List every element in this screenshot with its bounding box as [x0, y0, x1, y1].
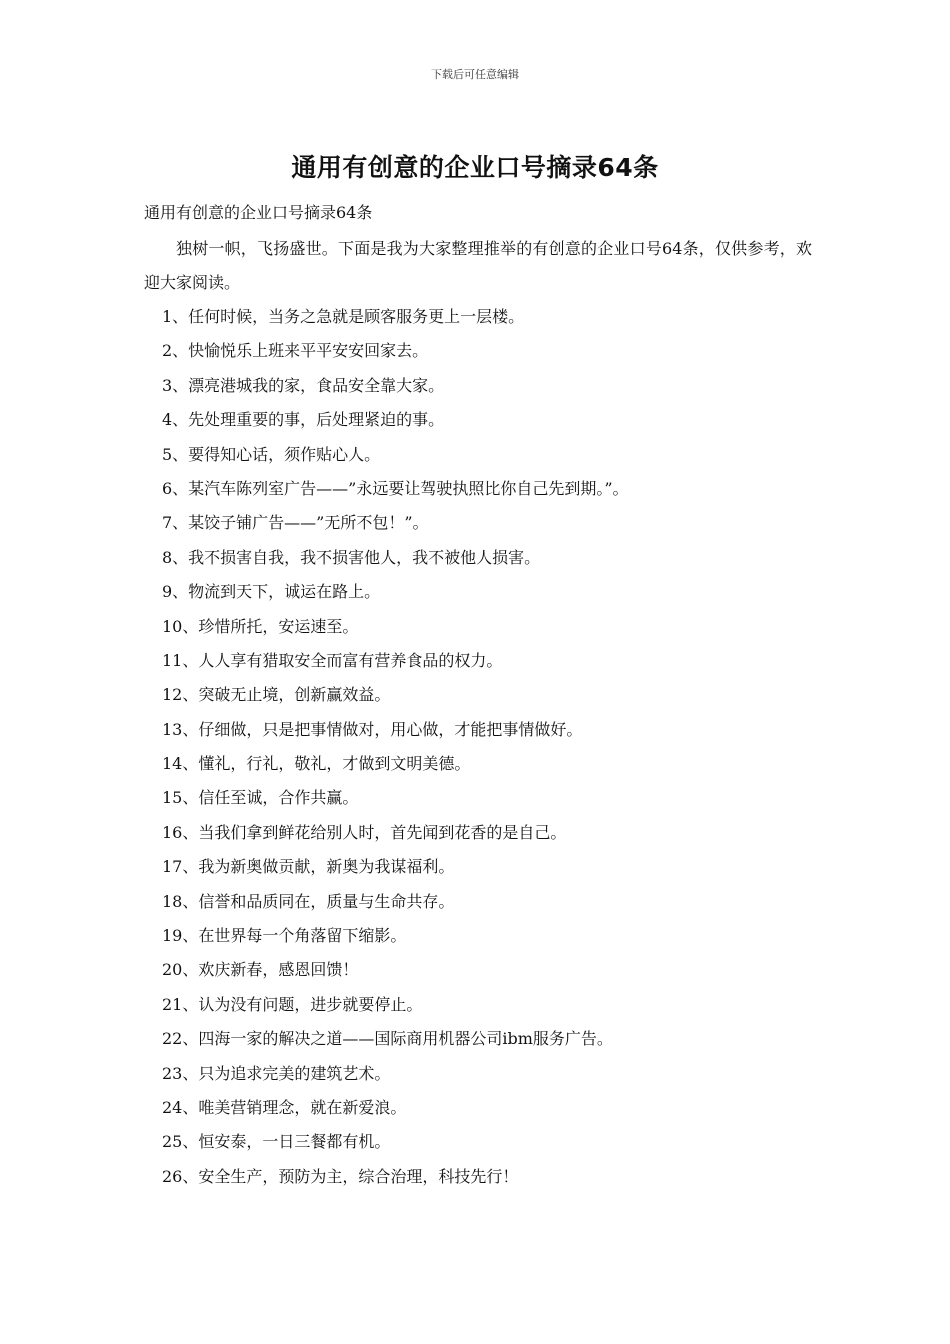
slogan-item: 3、漂亮港城我的家，食品安全靠大家。 [162, 375, 445, 395]
slogan-item: 25、恒安泰，一日三餐都有机。 [162, 1132, 391, 1152]
slogan-item: 11、人人享有猎取安全而富有营养食品的权力。 [162, 650, 503, 670]
document-subtitle: 通用有创意的企业口号摘录64条 [144, 203, 373, 222]
slogan-item: 2、快愉悦乐上班来平平安安回家去。 [162, 341, 429, 361]
slogan-item: 10、珍惜所托，安运速至。 [162, 616, 359, 636]
slogan-item: 14、懂礼，行礼，敬礼，才做到文明美德。 [162, 754, 471, 774]
slogan-item: 1、任何时候，当务之急就是顾客服务更上一层楼。 [162, 307, 525, 326]
slogan-item: 6、某汽车陈列室广告——”永远要让驾驶执照比你自己先到期。”。 [162, 478, 629, 498]
slogan-item: 24、唯美营销理念，就在新爱浪。 [162, 1097, 407, 1117]
slogan-item: 5、要得知心话，须作贴心人。 [162, 444, 381, 464]
slogan-item: 8、我不损害自我，我不损害他人，我不被他人损害。 [162, 547, 541, 567]
slogan-item: 15、信任至诚，合作共赢。 [162, 788, 359, 808]
intro-paragraph: 独树一帜，飞扬盛世。下面是我为大家整理推举的有创意的企业口号64条，仅供参考，欢迎大家阅读。 [144, 239, 812, 292]
slogan-item: 16、当我们拿到鲜花给别人时，首先闻到花香的是自己。 [162, 822, 567, 842]
slogan-item: 4、先处理重要的事，后处理紧迫的事。 [162, 410, 445, 430]
slogan-item: 22、四海一家的解决之道——国际商用机器公司ibm服务广告。 [162, 1029, 613, 1049]
slogan-item: 9、物流到天下，诚运在路上。 [162, 582, 381, 602]
slogan-item: 12、突破无止境，创新赢效益。 [162, 685, 391, 705]
slogan-item: 7、某饺子铺广告——”无所不包！”。 [162, 513, 429, 533]
document-title: 通用有创意的企业口号摘录64条 [291, 153, 659, 182]
slogan-item: 23、只为追求完美的建筑艺术。 [162, 1063, 391, 1083]
slogan-item: 18、信誉和品质同在，质量与生命共存。 [162, 891, 455, 911]
slogan-list [162, 300, 629, 1194]
slogan-item: 19、在世界每一个角落留下缩影。 [162, 926, 407, 946]
page-header-note: 下载后可任意编辑 [431, 68, 519, 81]
slogan-item: 26、安全生产，预防为主，综合治理，科技先行！ [162, 1166, 519, 1186]
slogan-item: 20、欢庆新春，感恩回馈！ [162, 960, 359, 980]
slogan-item: 17、我为新奥做贡献，新奥为我谋福利。 [162, 857, 455, 877]
slogan-item: 21、认为没有问题，进步就要停止。 [162, 994, 423, 1014]
slogan-item: 13、仔细做，只是把事情做对，用心做，才能把事情做好。 [162, 719, 583, 739]
